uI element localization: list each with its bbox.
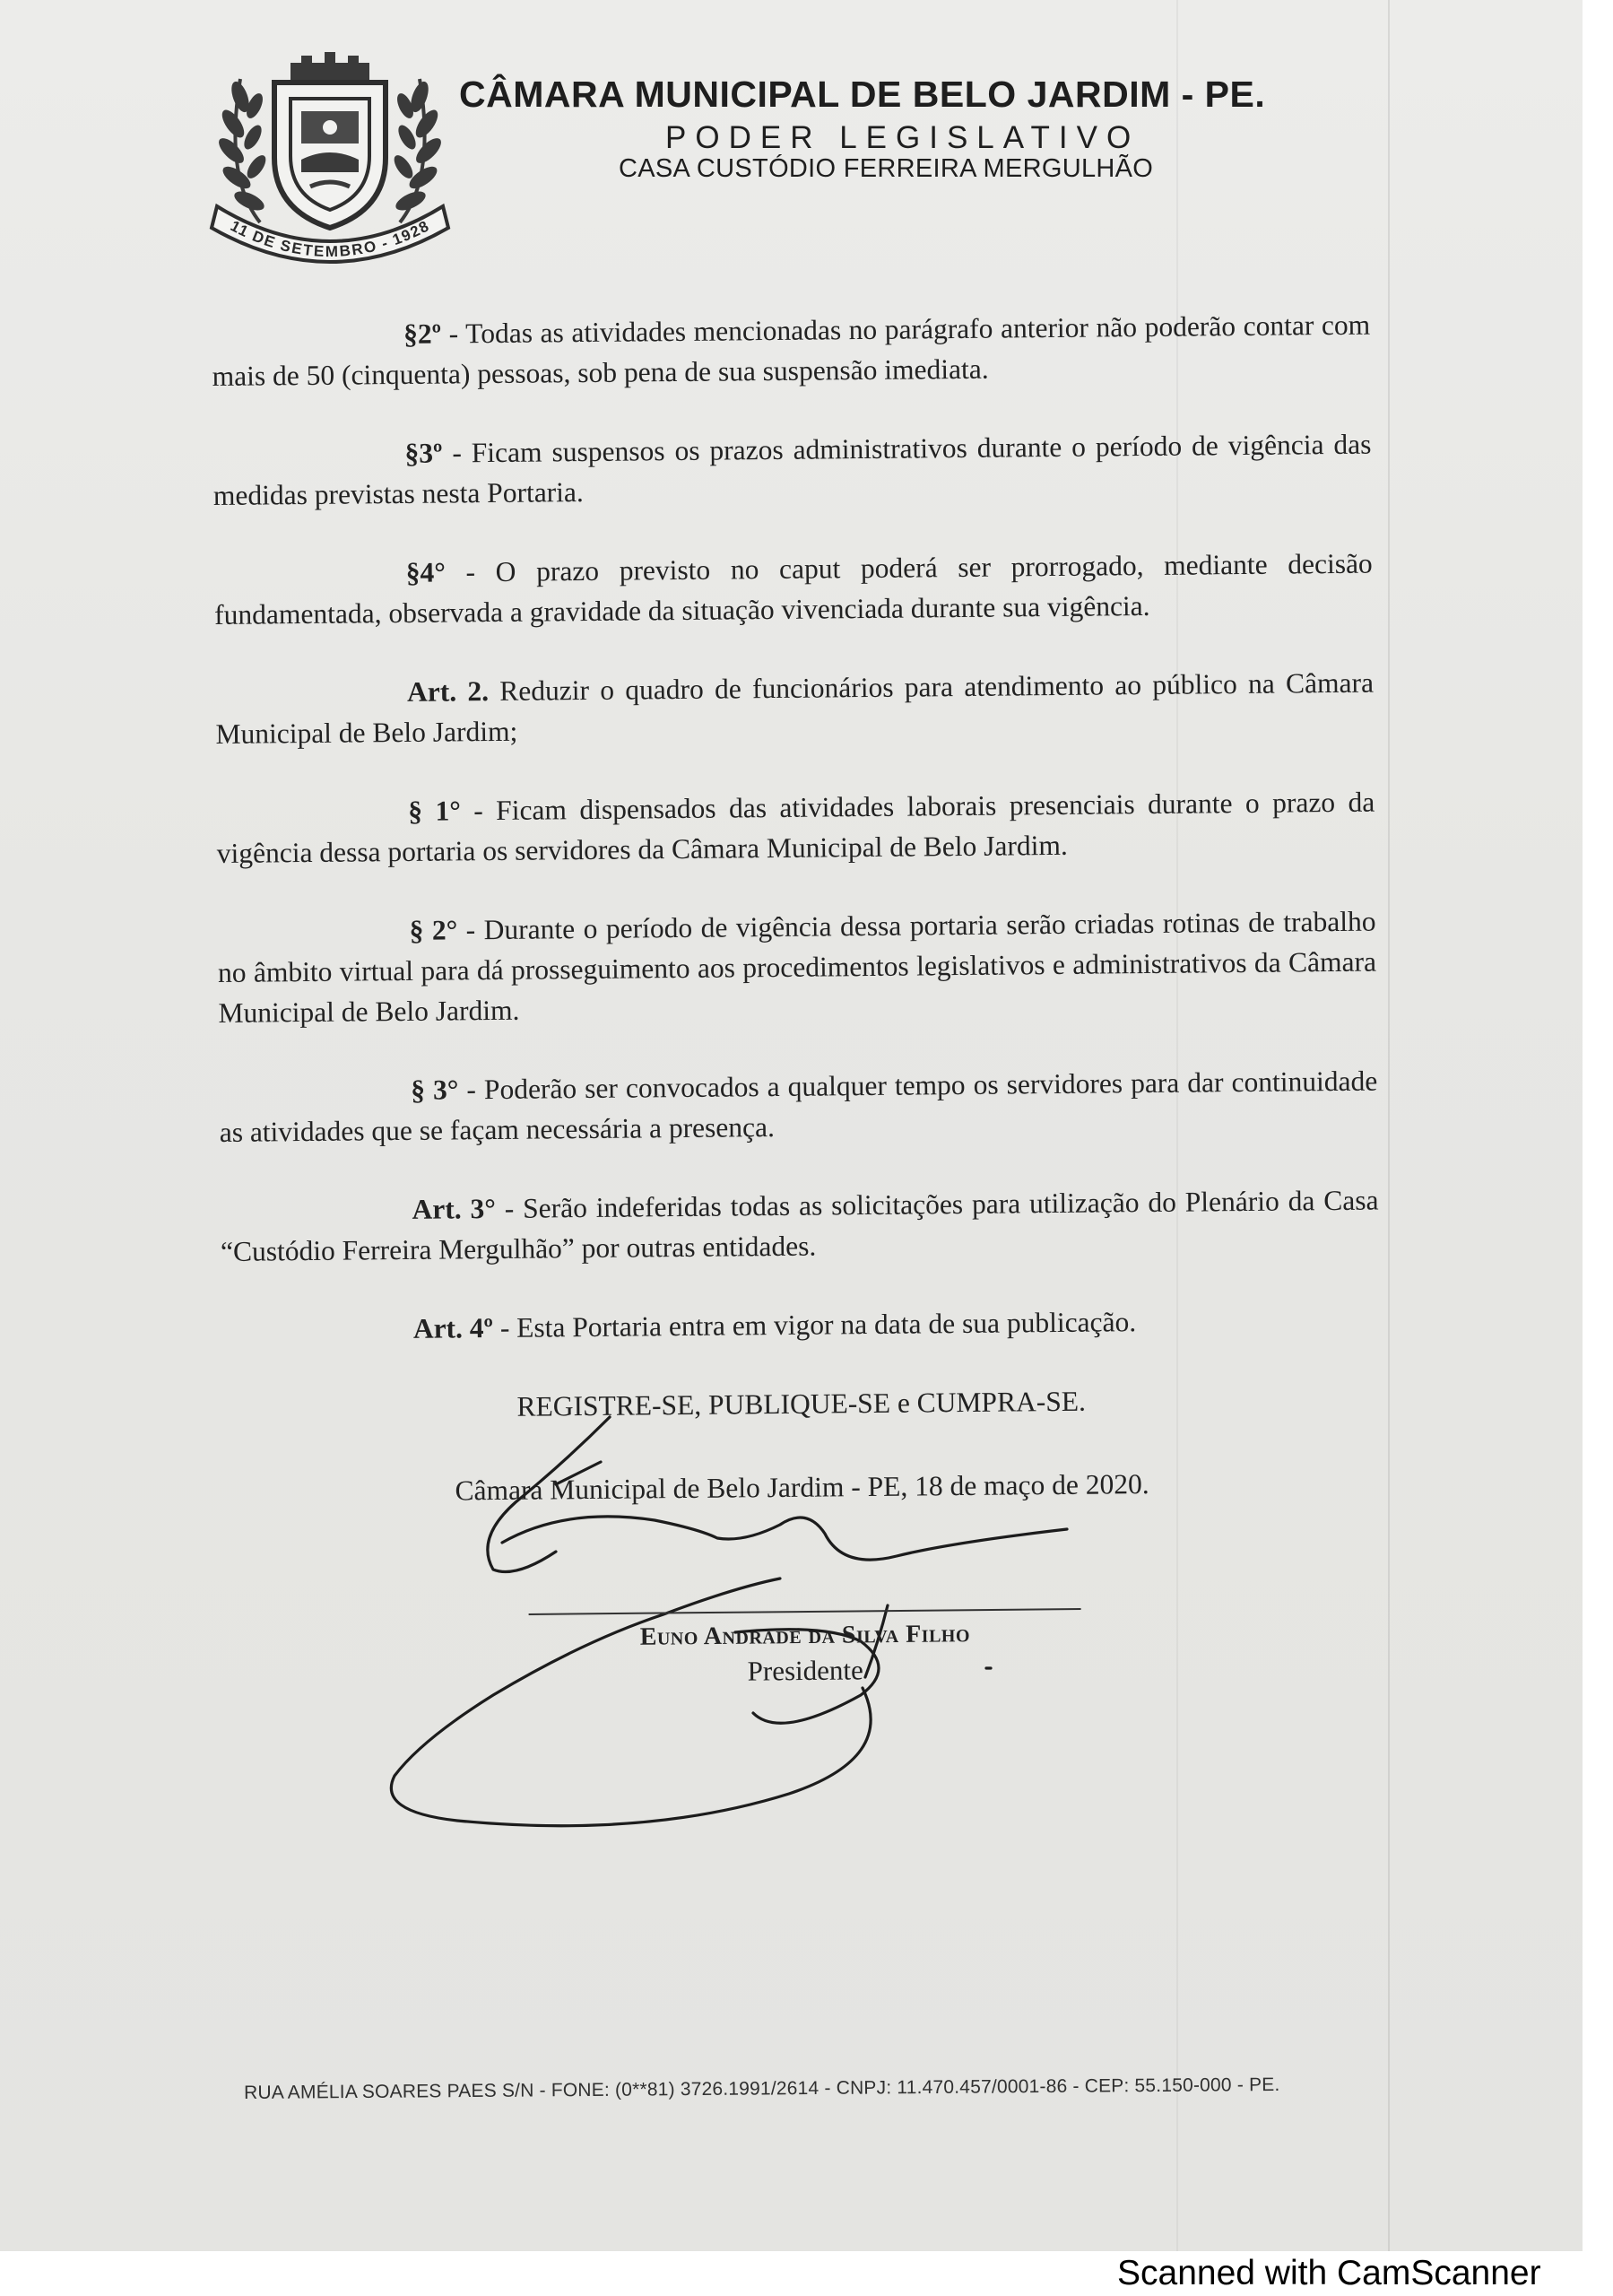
paragraph-article-4: [221, 1300, 1380, 1351]
paragraph-text: - Durante o período de vigência dessa portaria serão criadas rotinas de trabalho no âmbito virtual para dá prosseguimento aos procedimentos legislativos e administrativos da Câmara Municipal de Belo Jardim.: [217, 905, 1377, 1029]
coat-of-arms-icon: [204, 52, 455, 267]
paragraph-lead: §4°: [405, 556, 447, 588]
paragraph-lead: Art. 2.: [406, 675, 490, 708]
paragraph-section-4: [214, 544, 1374, 635]
institution-house-name: CASA CUSTÓDIO FERREIRA MERGULHÃO: [619, 154, 1154, 183]
institution-title: CÂMARA MUNICIPAL DE BELO JARDIM - PE.: [459, 74, 1266, 115]
signature-block: [529, 1608, 1082, 1691]
paragraph-lead: § 1°: [408, 795, 462, 827]
paragraph-article-2-section-2: [217, 901, 1376, 1033]
place-and-date: Câmara Municipal de Belo Jardim - PE, 18 de maço de 2020.: [455, 1468, 1149, 1507]
paragraph-article-3: [220, 1180, 1379, 1272]
footer-address: RUA AMÉLIA SOARES PAES S/N - FONE: (0**81) 3726.1991/2614 - CNPJ: 11.470.457/0001-86 - CEP: 55.150-000 - PE.: [244, 2074, 1280, 2103]
paragraph-lead: §2º: [403, 317, 442, 350]
crest-ribbon-text: 11 DE SETEMBRO - 1928: [227, 217, 433, 261]
paper-crease: [1388, 0, 1390, 2251]
paragraph-text: - Todas as atividades mencionadas no parágrafo anterior não poderão contar com mais de 50 (cinquenta) pessoas, sob pena de sua suspensão imediata.: [212, 309, 1371, 392]
paragraph-article-2: [215, 663, 1375, 754]
paragraph-text: - Esta Portaria entra em vigor na data de sua publicação.: [492, 1306, 1137, 1344]
paragraph-text: - Ficam suspensos os prazos administrativos durante o período de vigência das medidas previstas nesta Portaria.: [212, 428, 1372, 511]
scanner-watermark: Scanned with CamScanner: [1117, 2254, 1541, 2292]
paragraph-lead: §3º: [404, 437, 443, 469]
signer-role: Presidente: [747, 1654, 863, 1687]
paragraph-text: - Serão indeferidas todas as solicitações para utilização do Plenário da Casa “Custódio Ferreira Mergulhão” por outras entidades.: [220, 1184, 1379, 1267]
paragraph-article-2-section-1: [216, 782, 1375, 874]
paragraph-text: Reduzir o quadro de funcionários para atendimento ao público na Câmara Municipal de Belo Jardim;: [215, 666, 1375, 750]
paragraph-lead: § 2°: [409, 914, 458, 946]
paragraph-lead: Art. 3°: [412, 1193, 497, 1225]
paragraph-text: - Poderão ser convocados a qualquer tempo os servidores para dar continuidade as atividades que se façam necessária a presença.: [219, 1065, 1378, 1148]
closing-formula: REGISTRE-SE, PUBLIQUE-SE e CUMPRA-SE.: [516, 1385, 1087, 1422]
paragraph-text: - Ficam dispensados das atividades laborais presenciais durante o prazo da vigência dessa portaria os servidores da Câmara Municipal de Belo Jardim.: [216, 786, 1375, 869]
paragraph-section-2: [212, 305, 1371, 396]
document-body: [212, 305, 1382, 1552]
paragraph-article-2-section-3: [219, 1061, 1378, 1152]
paragraph-lead: § 3°: [411, 1074, 459, 1106]
signer-name: Euno Andrade da Silva Filho: [639, 1620, 971, 1651]
paragraph-lead: Art. 4º: [412, 1312, 494, 1344]
paragraph-section-3: [212, 424, 1372, 516]
institution-subtitle: PODER LEGISLATIVO: [665, 120, 1140, 155]
paragraph-text: - O prazo previsto no caput poderá ser prorrogado, mediante decisão fundamentada, observada a gravidade da situação vivenciada durante sua vigência.: [214, 547, 1373, 631]
